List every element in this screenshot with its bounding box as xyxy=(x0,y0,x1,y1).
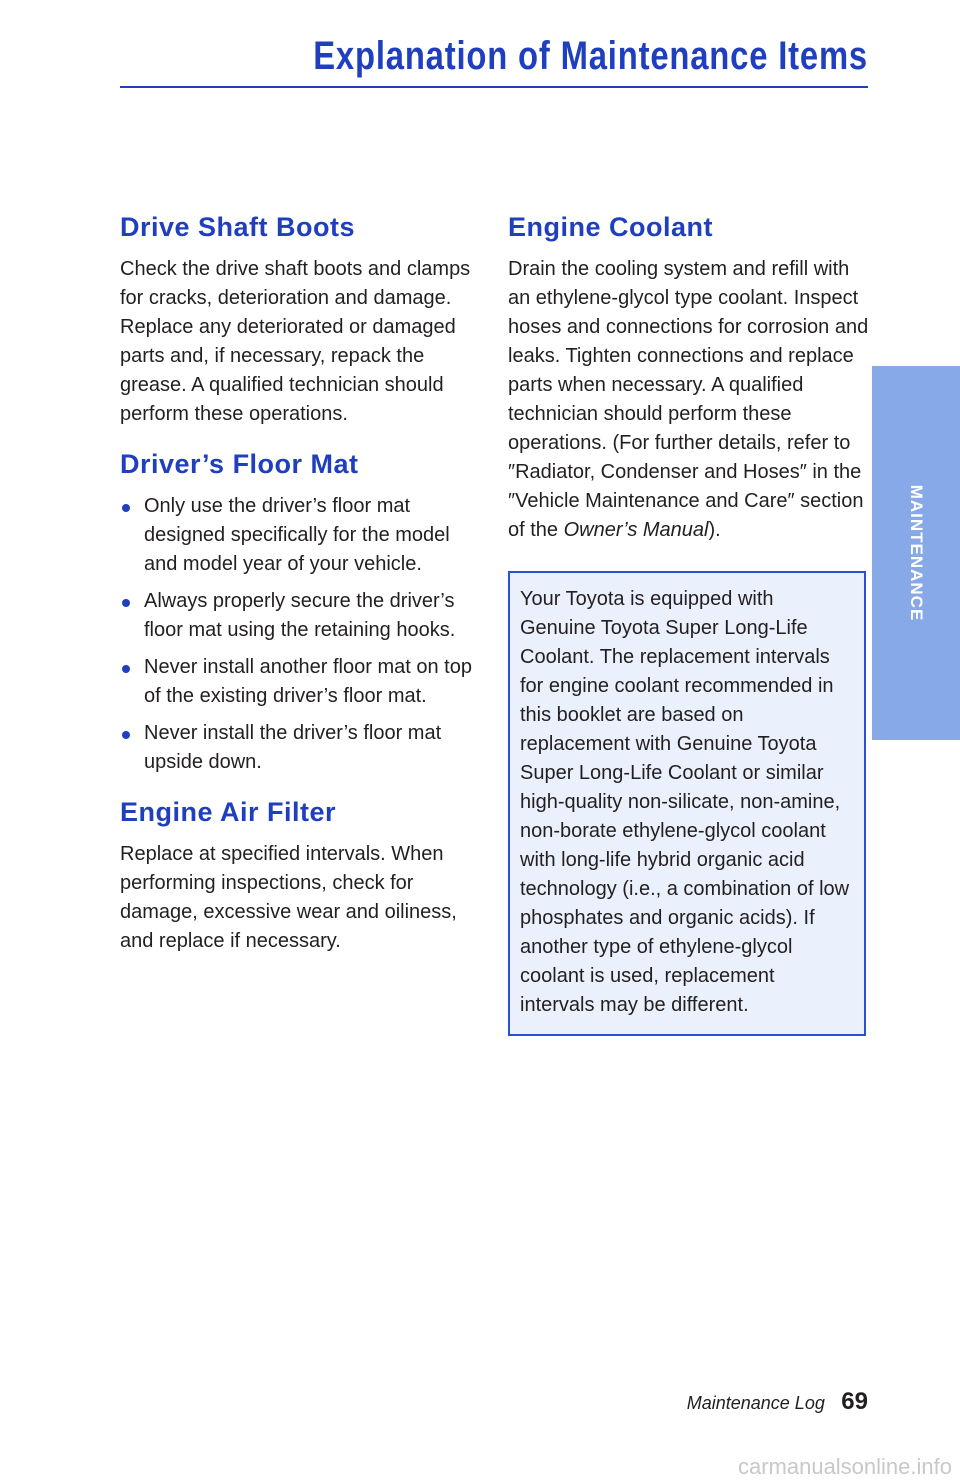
bullet-text: Always properly secure the driver’s floor mat using the retaining hooks. xyxy=(144,590,456,641)
text-drive-shaft-boots: Check the drive shaft boots and clamps for cracks, deterioration and damage. Replace any deteriorated or damaged parts and, if necessary, repack the grease. A qualified technician should perform these operations. xyxy=(120,258,471,425)
heading-drive-shaft-boots: Drive Shaft Boots xyxy=(120,212,356,242)
floor-mat-bullet-list xyxy=(120,492,482,777)
list-item xyxy=(120,719,482,777)
bullet-text: Never install the driver’s floor mat upside down. xyxy=(144,722,442,773)
left-column xyxy=(120,212,482,976)
section-drive-shaft-boots xyxy=(120,212,482,429)
page-number: 69 xyxy=(841,1388,868,1415)
list-item xyxy=(120,492,482,579)
list-item xyxy=(120,653,482,711)
list-item xyxy=(120,587,482,645)
coolant-note-box: Your Toyota is equipped with Genuine Toyota Super Long-Life Coolant. The replacement intervals for engine coolant recommended in this booklet are based on replacement with Genuine Toyota Super Long-Life Coolant or similar high-quality non-silicate, non-amine, non-borate ethylene-glycol coolant with long-life hybrid organic acid technology (i.e., a combination of low phosphates and organic acids). If another type of ethylene-glycol coolant is used, replacement intervals may be different. xyxy=(508,571,866,1036)
bullet-icon xyxy=(122,504,130,512)
bullet-icon xyxy=(122,665,130,673)
bullet-icon xyxy=(122,731,130,739)
footer-label: Maintenance Log xyxy=(686,1393,825,1413)
text-engine-air-filter: Replace at specified intervals. When performing inspections, check for damage, excessive wear and oiliness, and replace if necessary. xyxy=(120,843,457,952)
text-engine-coolant xyxy=(508,255,870,545)
heading-drivers-floor-mat: Driver’s Floor Mat xyxy=(120,449,359,479)
page-footer xyxy=(687,1388,868,1416)
bullet-icon xyxy=(122,599,130,607)
bullet-text: Only use the driver’s floor mat designed specifically for the model and model year of your vehicle. xyxy=(144,495,450,575)
watermark: carmanualsonline.info xyxy=(737,1454,952,1479)
heading-engine-air-filter: Engine Air Filter xyxy=(120,797,337,827)
side-tab-label: MAINTENANCE xyxy=(907,484,926,622)
coolant-text-end: ). xyxy=(708,519,721,541)
section-drivers-floor-mat xyxy=(120,449,482,777)
section-engine-air-filter xyxy=(120,797,482,956)
owners-manual-reference: Owner’s Manual xyxy=(563,519,709,541)
title-rule xyxy=(120,86,868,88)
heading-engine-coolant: Engine Coolant xyxy=(508,212,713,242)
page-title: Explanation of Maintenance Items xyxy=(313,34,869,78)
bullet-text: Never install another floor mat on top of the existing driver’s floor mat. xyxy=(144,656,472,707)
maintenance-side-tab xyxy=(872,366,960,740)
coolant-text: Drain the cooling system and refill with an ethylene-glycol type coolant. Inspect hoses and connections for corrosion and leaks. Tighten connections and replace parts when necessary. A qualified technician should perform these operations. (For further details, refer to ″Radiator, Condenser and Hoses″ in the ″Vehicle Maintenance and Care″ section of the xyxy=(508,258,869,541)
right-column xyxy=(508,212,870,1056)
section-engine-coolant xyxy=(508,212,870,1036)
